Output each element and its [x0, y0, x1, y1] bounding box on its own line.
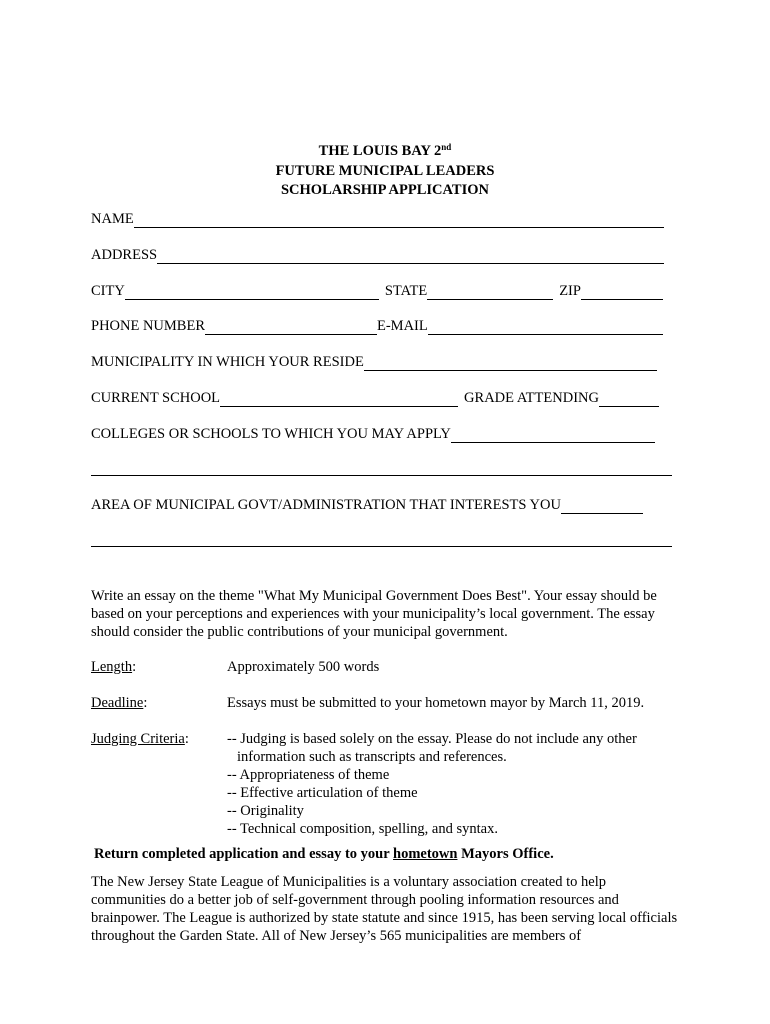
area-field-continued[interactable] [91, 546, 672, 547]
area-field[interactable] [561, 499, 643, 514]
list-item: -- Effective articulation of theme [227, 785, 418, 801]
city-state-zip-row [91, 282, 676, 300]
grade-label: GRADE ATTENDING [464, 390, 599, 406]
judging-row [91, 730, 681, 838]
list-item: -- Originality [227, 803, 304, 819]
title-line-2: FUTURE MUNICIPAL LEADERS [275, 162, 495, 179]
colleges-field-continued[interactable] [91, 475, 672, 476]
name-label: NAME [91, 211, 134, 227]
current-school-field[interactable] [220, 392, 458, 407]
municipality-label: MUNICIPALITY IN WHICH YOUR RESIDE [91, 354, 364, 370]
length-value: Approximately 500 words [227, 659, 380, 675]
state-label: STATE [384, 283, 428, 299]
city-field[interactable] [125, 285, 379, 300]
judging-label: Judging Criteria: [91, 731, 189, 747]
municipality-row [91, 353, 676, 371]
deadline-label: Deadline: [91, 695, 148, 711]
list-item: -- Appropriateness of theme [227, 767, 390, 783]
colleges-field[interactable] [451, 428, 655, 443]
phone-label: PHONE NUMBER [91, 318, 205, 334]
length-row [91, 658, 681, 676]
list-item: information such as transcripts and references. [237, 749, 507, 765]
address-field[interactable] [157, 249, 664, 264]
phone-email-row [91, 317, 676, 335]
colleges-row [91, 425, 676, 443]
league-description: The New Jersey State League of Municipalities is a voluntary association created to help communities do a better job of self-government through pooling information resources and brainpower. The League is authorized by state statute and since 1915, has been serving local officials throughout the Garden State. All of New Jersey’s 565 municipalities are members of [91, 874, 678, 944]
form-title [0, 142, 770, 201]
school-grade-row [91, 389, 676, 407]
judging-criteria-list [227, 730, 681, 838]
address-field-row [91, 246, 676, 264]
deadline-value: Essays must be submitted to your hometown mayor by March 11, 2019. [227, 695, 645, 711]
email-field[interactable] [428, 320, 663, 335]
title-line-3: SCHOLARSHIP APPLICATION [280, 182, 489, 198]
address-label: ADDRESS [91, 247, 158, 263]
area-row [91, 496, 676, 514]
colleges-label: COLLEGES OR SCHOOLS TO WHICH YOU MAY APPLY [91, 426, 451, 442]
list-item: -- Technical composition, spelling, and syntax. [227, 821, 498, 837]
name-field[interactable] [134, 213, 664, 228]
list-item: -- Judging is based solely on the essay. Please do not include any other [227, 731, 637, 747]
zip-label: ZIP [559, 283, 581, 299]
essay-instructions: Write an essay on the theme "What My Municipal Government Does Best". Your essay should be based on your perceptions and experiences with your municipality’s local government. The essay should consider the public contributions of your municipal government. [91, 588, 657, 640]
zip-field[interactable] [581, 285, 663, 300]
name-field-row [91, 210, 676, 228]
return-instructions: Return completed application and essay to your hometown Mayors Office. [94, 846, 554, 862]
deadline-row [91, 694, 681, 712]
municipality-field[interactable] [364, 356, 657, 371]
title-line-1: THE LOUIS BAY 2nd [318, 142, 452, 159]
state-field[interactable] [427, 285, 553, 300]
area-label: AREA OF MUNICIPAL GOVT/ADMINISTRATION THAT INTERESTS YOU [91, 497, 561, 513]
phone-field[interactable] [205, 320, 377, 335]
current-school-label: CURRENT SCHOOL [91, 390, 221, 406]
email-label: E-MAIL [377, 318, 428, 334]
grade-field[interactable] [599, 392, 659, 407]
city-label: CITY [91, 283, 125, 299]
length-label: Length: [91, 659, 137, 675]
